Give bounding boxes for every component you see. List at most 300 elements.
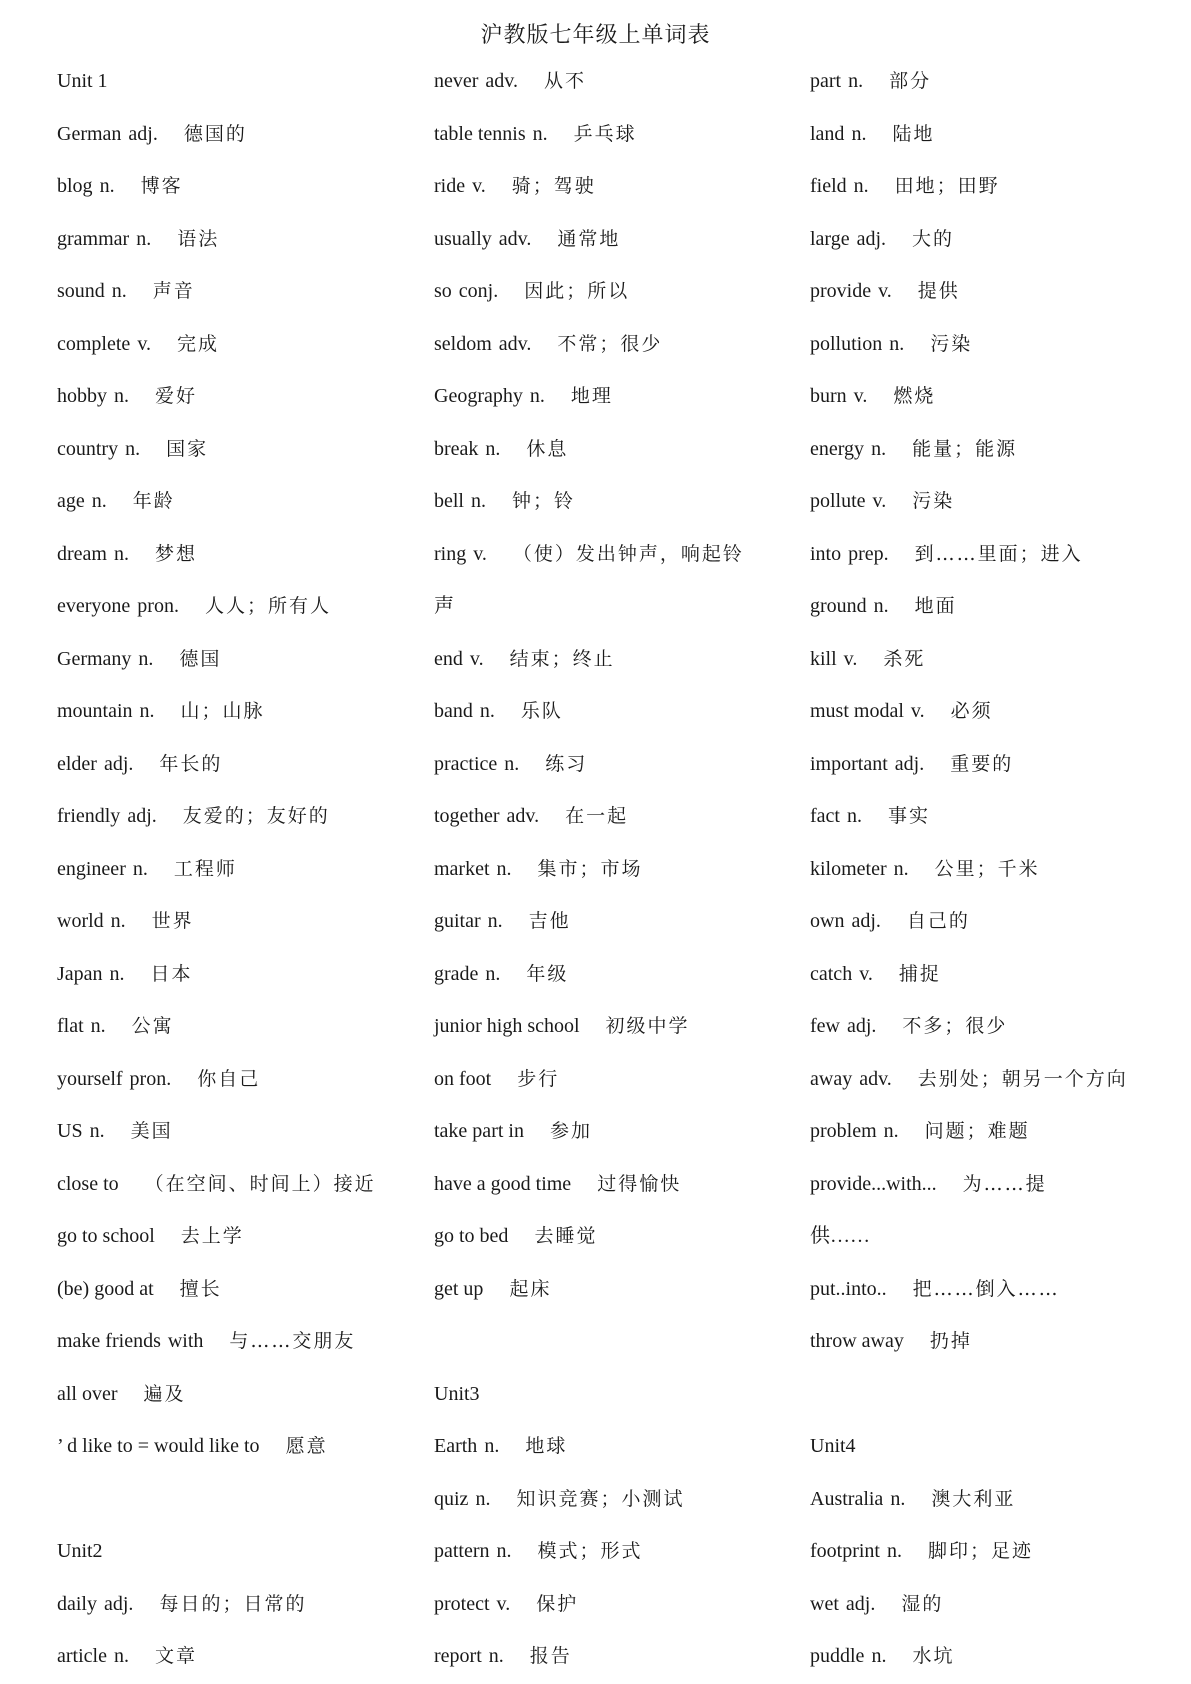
vocab-entry (810, 634, 1150, 687)
vocab-entry (810, 529, 1150, 582)
vocab-entry (810, 896, 1150, 949)
vocab-entry (810, 1211, 1150, 1264)
vocab-entry (57, 56, 387, 109)
vocab-entry (434, 266, 764, 319)
entry-pos: n. (110, 910, 126, 932)
entry-meaning: 脚印；足迹 (928, 1540, 1034, 1562)
entry-word: table tennis (434, 122, 526, 145)
entry-pos: v. (843, 647, 858, 670)
vocab-entry (57, 476, 387, 529)
entry-meaning: 知识竞赛；小测试 (516, 1487, 685, 1510)
entry-pos: adj. (856, 227, 887, 250)
vocab-entry (434, 529, 764, 582)
entry-pos: adv. (859, 1067, 892, 1090)
entry-pos: n. (893, 857, 909, 880)
entry-word: US (57, 1120, 83, 1142)
entry-pos: n. (114, 385, 129, 407)
entry-meaning: 日本 (150, 962, 193, 985)
entry-meaning: 地面 (914, 595, 957, 617)
entry-word: all over (57, 1382, 118, 1405)
entry-pos: adj. (127, 805, 157, 827)
entry-word: dream (57, 542, 107, 565)
vocab-entry (810, 371, 1150, 424)
entry-word: market (434, 857, 490, 880)
entry-word: Unit4 (810, 1435, 856, 1457)
entry-meaning: 乒乓球 (573, 122, 637, 145)
vocab-entry (434, 1001, 764, 1054)
entry-word: ride (434, 175, 466, 197)
entry-word: fact (810, 805, 840, 827)
vocab-entry (434, 319, 764, 372)
vocab-entry (57, 1264, 387, 1317)
entry-meaning: 爱好 (155, 385, 198, 407)
entry-word: go to bed (434, 1225, 509, 1247)
vocab-entry (57, 1631, 387, 1684)
entry-word: kill (810, 647, 837, 670)
entry-pos: conj. (458, 280, 499, 302)
entry-word: bell (434, 490, 464, 512)
entry-word: junior high school (434, 1015, 580, 1037)
vocab-entry (434, 1421, 764, 1474)
entry-word: band (434, 700, 473, 722)
entry-word: important (810, 752, 888, 775)
vocab-entry (57, 1106, 387, 1159)
vocab-entry (434, 424, 764, 477)
entry-word: catch (810, 962, 853, 985)
vocab-entry (434, 634, 764, 687)
entry-meaning: 事实 (887, 805, 930, 827)
entry-word: field (810, 175, 847, 197)
entry-meaning: 从不 (544, 70, 587, 92)
entry-meaning: 每日的；日常的 (159, 1592, 307, 1615)
vocab-entry (434, 476, 764, 529)
entry-meaning: 地理 (570, 385, 613, 407)
entry-meaning: 年长的 (159, 752, 223, 775)
entry-word: country (57, 437, 119, 460)
entry-pos: n. (871, 437, 887, 460)
vocab-entry (810, 1106, 1150, 1159)
vocab-entry (810, 56, 1150, 109)
entry-pos: n. (889, 332, 905, 355)
entry-meaning: 美国 (130, 1120, 173, 1142)
vocab-entry (57, 1369, 387, 1422)
entry-pos: n. (504, 752, 520, 775)
entry-meaning: 不多；很少 (902, 1015, 1008, 1037)
entry-word: put..into.. (810, 1277, 887, 1300)
vocab-entry (810, 1316, 1150, 1369)
vocab-entry (57, 739, 387, 792)
entry-word: flat (57, 1015, 84, 1037)
entry-meaning: 过得愉快 (597, 1172, 682, 1195)
vocab-entry (810, 476, 1150, 529)
entry-meaning: 德国 (179, 647, 222, 670)
entry-pos: n. (89, 1120, 105, 1142)
vocab-entry (810, 1579, 1150, 1632)
vocab-entry (810, 739, 1150, 792)
entry-meaning: 友爱的；友好的 (182, 805, 330, 827)
entry-meaning: 水坑 (912, 1645, 955, 1667)
entry-pos: n. (99, 175, 115, 197)
entry-pos: n. (91, 490, 107, 512)
entry-pos: n. (484, 1435, 500, 1457)
vocab-column-2 (434, 56, 764, 1684)
vocab-entry (434, 581, 764, 634)
entry-meaning: 杀死 (883, 647, 926, 670)
entry-word: report (434, 1645, 482, 1667)
entry-pos: n. (479, 700, 495, 722)
entry-meaning: 去上学 (180, 1225, 244, 1247)
entry-meaning: 捕捉 (898, 962, 941, 985)
entry-pos: n. (111, 280, 127, 302)
vocab-entry (434, 1474, 764, 1527)
entry-word: engineer (57, 857, 126, 880)
vocab-entry (810, 424, 1150, 477)
vocab-entry (434, 1631, 764, 1684)
entry-pos: n. (887, 1540, 902, 1562)
entry-pos: n. (485, 437, 501, 460)
entry-word: large (810, 227, 850, 250)
entry-word: ’ d like to = would like to (57, 1435, 260, 1457)
vocab-entry (434, 214, 764, 267)
vocab-entry (810, 1526, 1150, 1579)
entry-meaning: 通常地 (557, 227, 621, 250)
vocab-entry (810, 1474, 1150, 1527)
vocab-entry (810, 266, 1150, 319)
entry-meaning: 田地；田野 (894, 175, 1000, 197)
entry-word: ground (810, 595, 867, 617)
vocab-entry (57, 109, 387, 162)
entry-word: pollute (810, 490, 866, 512)
entry-word: blog (57, 175, 93, 197)
vocab-entry (57, 214, 387, 267)
vocab-entry (57, 1526, 387, 1579)
entry-pos: pron. (129, 1067, 172, 1090)
entry-word: puddle (810, 1645, 865, 1667)
entry-word: complete (57, 332, 131, 355)
entry-meaning: 年龄 (132, 490, 175, 512)
entry-meaning: 能量；能源 (912, 437, 1018, 460)
entry-word: have a good time (434, 1172, 572, 1195)
entry-pos: n. (132, 857, 148, 880)
entry-word: guitar (434, 910, 481, 932)
vocab-entry (434, 1264, 764, 1317)
vocab-entry (434, 739, 764, 792)
entry-meaning: 报告 (529, 1645, 572, 1667)
entry-pos: adj. (894, 752, 925, 775)
vocab-entry (434, 1211, 764, 1264)
entry-meaning: 乐队 (520, 700, 563, 722)
entry-meaning: 保护 (536, 1592, 579, 1615)
entry-meaning: 去别处；朝另一个方向 (917, 1067, 1128, 1090)
entry-meaning: 公里；千米 (934, 857, 1040, 880)
entry-word: Unit3 (434, 1382, 480, 1405)
entry-meaning: 公寓 (131, 1015, 174, 1037)
entry-pos: with (167, 1330, 204, 1352)
entry-word: Australia (810, 1487, 884, 1510)
entry-meaning: 扔掉 (929, 1330, 972, 1352)
entry-word: sound (57, 280, 105, 302)
entry-meaning: 必须 (950, 700, 993, 722)
entry-meaning: 练习 (545, 752, 588, 775)
entry-word: world (57, 910, 104, 932)
entry-word: together (434, 805, 500, 827)
entry-word: practice (434, 752, 498, 775)
entry-pos: n. (873, 595, 889, 617)
entry-meaning: 集市；市场 (537, 857, 643, 880)
entry-word: make friends (57, 1330, 161, 1352)
entry-meaning: 骑；驾驶 (511, 175, 596, 197)
entry-meaning: 德国的 (183, 122, 247, 145)
entry-word: kilometer (810, 857, 887, 880)
entry-pos: adj. (846, 1015, 877, 1037)
vocab-entry (434, 56, 764, 109)
vocab-entry (810, 1421, 1150, 1474)
entry-meaning: 在一起 (565, 805, 629, 827)
vocab-entry (57, 791, 387, 844)
vocab-entry (810, 949, 1150, 1002)
entry-word: energy (810, 437, 865, 460)
vocab-entry (810, 161, 1150, 214)
entry-pos: n. (853, 175, 869, 197)
vocab-entry (57, 319, 387, 372)
entry-pos: v. (859, 962, 873, 985)
entry-word: Japan (57, 962, 103, 985)
entry-word: so (434, 280, 452, 302)
entry-word: seldom (434, 332, 492, 355)
entry-meaning: 世界 (151, 910, 194, 932)
entry-meaning: 把……倒入…… (912, 1277, 1060, 1300)
entry-word: few (810, 1015, 840, 1037)
vocab-entry (810, 791, 1150, 844)
entry-pos: v. (469, 647, 484, 670)
entry-pos: n. (471, 490, 486, 512)
page-title: 沪教版七年级上单词表 (480, 23, 711, 48)
entry-word: provide (810, 280, 872, 302)
entry-word: throw away (810, 1330, 904, 1352)
vocab-entry (434, 1316, 764, 1369)
entry-word: on foot (434, 1067, 492, 1090)
entry-word: age (57, 490, 85, 512)
vocab-entry (57, 581, 387, 634)
entry-pos: n. (113, 542, 129, 565)
entry-word: 声 (434, 595, 454, 617)
vocab-entry (434, 791, 764, 844)
entry-meaning: 提供 (917, 280, 960, 302)
entry-word: Unit 1 (57, 70, 108, 92)
entry-meaning: 污染 (912, 490, 955, 512)
entry-meaning: 模式；形式 (537, 1540, 643, 1562)
vocab-entry (57, 1211, 387, 1264)
entry-meaning: 自己的 (906, 910, 970, 932)
entry-meaning: 重要的 (950, 752, 1014, 775)
entry-word: go to school (57, 1225, 155, 1247)
entry-meaning: 燃烧 (893, 385, 936, 407)
entry-meaning: 人人；所有人 (204, 595, 331, 617)
entry-pos: n. (871, 1645, 887, 1667)
entry-pos: adv. (498, 227, 532, 250)
entry-pos: adj. (104, 1592, 134, 1615)
entry-pos: v. (473, 542, 487, 565)
entry-word: take part in (434, 1120, 524, 1142)
entry-pos: adv. (485, 70, 518, 92)
entry-pos: n. (488, 1645, 504, 1667)
entry-pos: v. (472, 175, 486, 197)
entry-word: problem (810, 1120, 877, 1142)
vocab-entry (810, 844, 1150, 897)
vocab-entry (434, 896, 764, 949)
vocab-entry (57, 266, 387, 319)
vocab-entry (57, 1421, 387, 1474)
entry-meaning: 去睡觉 (534, 1225, 598, 1247)
vocab-entry (810, 686, 1150, 739)
vocab-entry (434, 949, 764, 1002)
entry-meaning: （使）发出钟声，响起铃 (512, 542, 744, 565)
entry-meaning: 陆地 (892, 122, 935, 145)
vocab-entry (57, 949, 387, 1002)
entry-word: ring (434, 542, 467, 565)
entry-pos: n. (532, 122, 548, 145)
entry-meaning: 山；山脉 (180, 700, 265, 722)
entry-pos: adv. (498, 332, 532, 355)
entry-pos: n. (109, 962, 125, 985)
entry-pos: n. (125, 437, 141, 460)
entry-pos: v. (853, 385, 868, 407)
entry-word: wet (810, 1592, 839, 1615)
entry-word: everyone (57, 595, 131, 617)
entry-word: mountain (57, 700, 133, 722)
entry-word: part (810, 70, 842, 92)
entry-meaning: 湿的 (901, 1592, 944, 1615)
entry-pos: prep. (848, 542, 889, 565)
entry-word: Geography (434, 385, 523, 407)
vocab-entry (57, 371, 387, 424)
entry-word: 供…… (810, 1225, 870, 1247)
entry-word: pattern (434, 1540, 490, 1562)
entry-meaning: 休息 (526, 437, 569, 460)
entry-meaning: 澳大利亚 (931, 1487, 1016, 1510)
entry-pos: adj. (845, 1592, 876, 1615)
vocab-entry (57, 686, 387, 739)
entry-pos: v. (496, 1592, 511, 1615)
entry-meaning: 声音 (152, 280, 195, 302)
entry-meaning: 地球 (525, 1435, 568, 1457)
entry-meaning: 你自己 (197, 1067, 261, 1090)
vocab-entry (810, 1264, 1150, 1317)
entry-word: quiz (434, 1487, 469, 1510)
vocab-entry (810, 1054, 1150, 1107)
entry-word: Unit2 (57, 1540, 103, 1562)
vocab-entry (434, 161, 764, 214)
entry-meaning: 吉他 (528, 910, 571, 932)
vocab-entry (810, 319, 1150, 372)
entry-meaning: 问题；难题 (924, 1120, 1030, 1142)
entry-pos: n. (487, 910, 503, 932)
entry-pos: n. (496, 857, 512, 880)
entry-word: grade (434, 962, 479, 985)
entry-meaning: 钟；铃 (512, 490, 576, 512)
vocab-entry (434, 1369, 764, 1422)
entry-pos: adj. (103, 752, 134, 775)
entry-word: friendly (57, 805, 121, 827)
entry-meaning: 起床 (509, 1277, 552, 1300)
entry-pos: n. (138, 647, 154, 670)
entry-meaning: 工程师 (173, 857, 237, 880)
entry-pos: v. (872, 490, 887, 512)
entry-word: land (810, 122, 845, 145)
entry-pos: n. (890, 1487, 906, 1510)
entry-meaning: 语法 (177, 227, 220, 250)
entry-meaning: 愿意 (285, 1435, 328, 1457)
entry-word: own (810, 910, 845, 932)
vocab-entry (434, 844, 764, 897)
entry-word: burn (810, 385, 847, 407)
entry-meaning: 完成 (177, 332, 220, 355)
entry-word: Earth (434, 1435, 478, 1457)
entry-meaning: 因此；所以 (524, 280, 630, 302)
entry-pos: v. (137, 332, 152, 355)
vocab-entry (57, 1159, 387, 1212)
vocab-column-1 (57, 56, 387, 1684)
entry-word: article (57, 1645, 107, 1667)
vocab-entry (57, 1474, 387, 1527)
entry-pos: n. (529, 385, 545, 407)
entry-meaning: 不常；很少 (557, 332, 663, 355)
entry-meaning: 步行 (517, 1067, 560, 1090)
entry-meaning: 梦想 (154, 542, 197, 565)
entry-pos: adj. (851, 910, 881, 932)
entry-word: away (810, 1067, 853, 1090)
vocab-entry (57, 896, 387, 949)
vocab-entry (57, 424, 387, 477)
entry-pos: adj. (128, 122, 158, 145)
entry-word: provide...with... (810, 1172, 937, 1195)
entry-meaning: （在空间、时间上）接近 (144, 1172, 376, 1195)
entry-pos: n. (113, 1645, 129, 1667)
vocab-entry (810, 1001, 1150, 1054)
entry-meaning: 文章 (154, 1645, 197, 1667)
entry-word: close to (57, 1172, 119, 1195)
entry-word: must modal (810, 700, 904, 722)
vocab-entry (434, 686, 764, 739)
entry-meaning: 国家 (166, 437, 209, 460)
entry-word: elder (57, 752, 97, 775)
entry-meaning: 年级 (526, 962, 569, 985)
entry-meaning: 初级中学 (605, 1015, 690, 1037)
entry-pos: n. (139, 700, 155, 722)
entry-word: into (810, 542, 842, 565)
entry-word: grammar (57, 227, 130, 250)
vocab-entry (810, 1159, 1150, 1212)
entry-word: usually (434, 227, 492, 250)
vocab-entry (434, 1526, 764, 1579)
entry-meaning: 博客 (140, 175, 183, 197)
entry-pos: n. (851, 122, 867, 145)
vocab-entry (57, 529, 387, 582)
vocab-entry (810, 581, 1150, 634)
entry-pos: v. (910, 700, 925, 722)
entry-meaning: 遍及 (143, 1382, 186, 1405)
entry-pos: n. (475, 1487, 491, 1510)
entry-word: end (434, 647, 463, 670)
vocab-entry (434, 1159, 764, 1212)
entry-pos: n. (496, 1540, 512, 1562)
entry-word: footprint (810, 1540, 880, 1562)
entry-meaning: 大的 (912, 227, 955, 250)
entry-word: Germany (57, 647, 132, 670)
vocab-entry (57, 161, 387, 214)
entry-pos: n. (848, 70, 864, 92)
vocab-entry (57, 634, 387, 687)
